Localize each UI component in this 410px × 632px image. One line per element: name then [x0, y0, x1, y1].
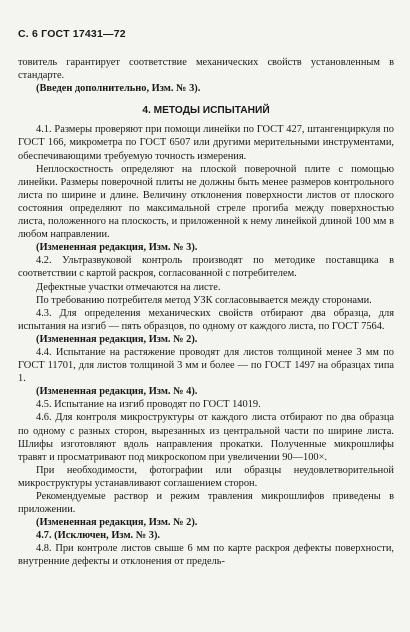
- amendment-note: 4.7. (Исключен, Изм. № 3).: [36, 530, 161, 542]
- paragraph: товитель гарантирует соответствие механических свойств установленным в стандарте.: [18, 57, 394, 82]
- paragraph: Неплоскостность определяют на плоской поверочной плите с помощью линейки. Размеры поверочной плиты не должны быть менее размеров контрольного листа по ширине и длине. Величину отклонения поверхности листов от плоского состояния определяют по максимальной стреле прогиба между поверхностью листа, положенного на плоскость, и приложенной к нему линейкой длиной 100 мм в любом направлении.: [18, 163, 394, 241]
- paragraph: Рекомендуемые раствор и режим травления микрошлифов приведены в приложении.: [18, 491, 394, 516]
- page-header: С. 6 ГОСТ 17431—72: [18, 28, 126, 40]
- paragraph: 4.3. Для определения механических свойств отбирают два образца, для испытания на изгиб — пять образцов, по одному от каждого листа, по ГОСТ 7564.: [18, 307, 394, 332]
- paragraph: По требованию потребителя метод УЗК согласовывается между сторонами.: [36, 294, 372, 306]
- amendment-note: (Измененная редакция, Изм. № 2).: [36, 333, 198, 345]
- amendment-note: (Измененная редакция, Изм. № 2).: [36, 517, 198, 529]
- paragraph: 4.1. Размеры проверяют при помощи линейки по ГОСТ 427, штангенциркуля по ГОСТ 166, микрометра по ГОСТ 6507 или другими мерительными инструментами, обеспечивающими требуемую точность измерения.: [18, 124, 394, 162]
- paragraph: 4.2. Ультразвуковой контроль производят по методике поставщика в соответствии с картой раскроя, согласованной с потребителем.: [18, 255, 394, 280]
- paragraph: 4.5. Испытание на изгиб проводят по ГОСТ 14019.: [36, 399, 261, 411]
- paragraph: 4.8. При контроле листов свыше 6 мм по карте раскроя дефекты поверхности, внутренние дефекты и отклонения от предель-: [18, 543, 394, 568]
- section-heading: 4. МЕТОДЫ ИСПЫТАНИЙ: [142, 105, 270, 117]
- amendment-note: (Измененная редакция, Изм. № 4).: [36, 386, 198, 398]
- amendment-note: (Измененная редакция, Изм. № 3).: [36, 242, 198, 254]
- paragraph: 4.6. Для контроля микроструктуры от каждого листа отбирают по два образца по одному с разных сторон, вырезанных из центральной части по ширине листа. Шлифы изготовляют вдоль направления прокатки. Полученные микрошлифы травят и просматривают под микроскопом при увеличении 90—100×.: [18, 412, 394, 463]
- paragraph: При необходимости, фотографии или образцы неудовлетворительной микроструктуры устанавливают соглашением сторон.: [18, 464, 394, 489]
- paragraph: 4.4. Испытание на растяжение проводят для листов толщиной менее 3 мм по ГОСТ 11701, для листов толщиной 3 мм и более — по ГОСТ 1497 на образцах типа 1.: [18, 346, 394, 385]
- amendment-note: (Введен дополнительно, Изм. № 3).: [36, 83, 201, 95]
- paragraph: Дефектные участки отмечаются на листе.: [36, 281, 221, 293]
- body-text: [18, 56, 394, 569]
